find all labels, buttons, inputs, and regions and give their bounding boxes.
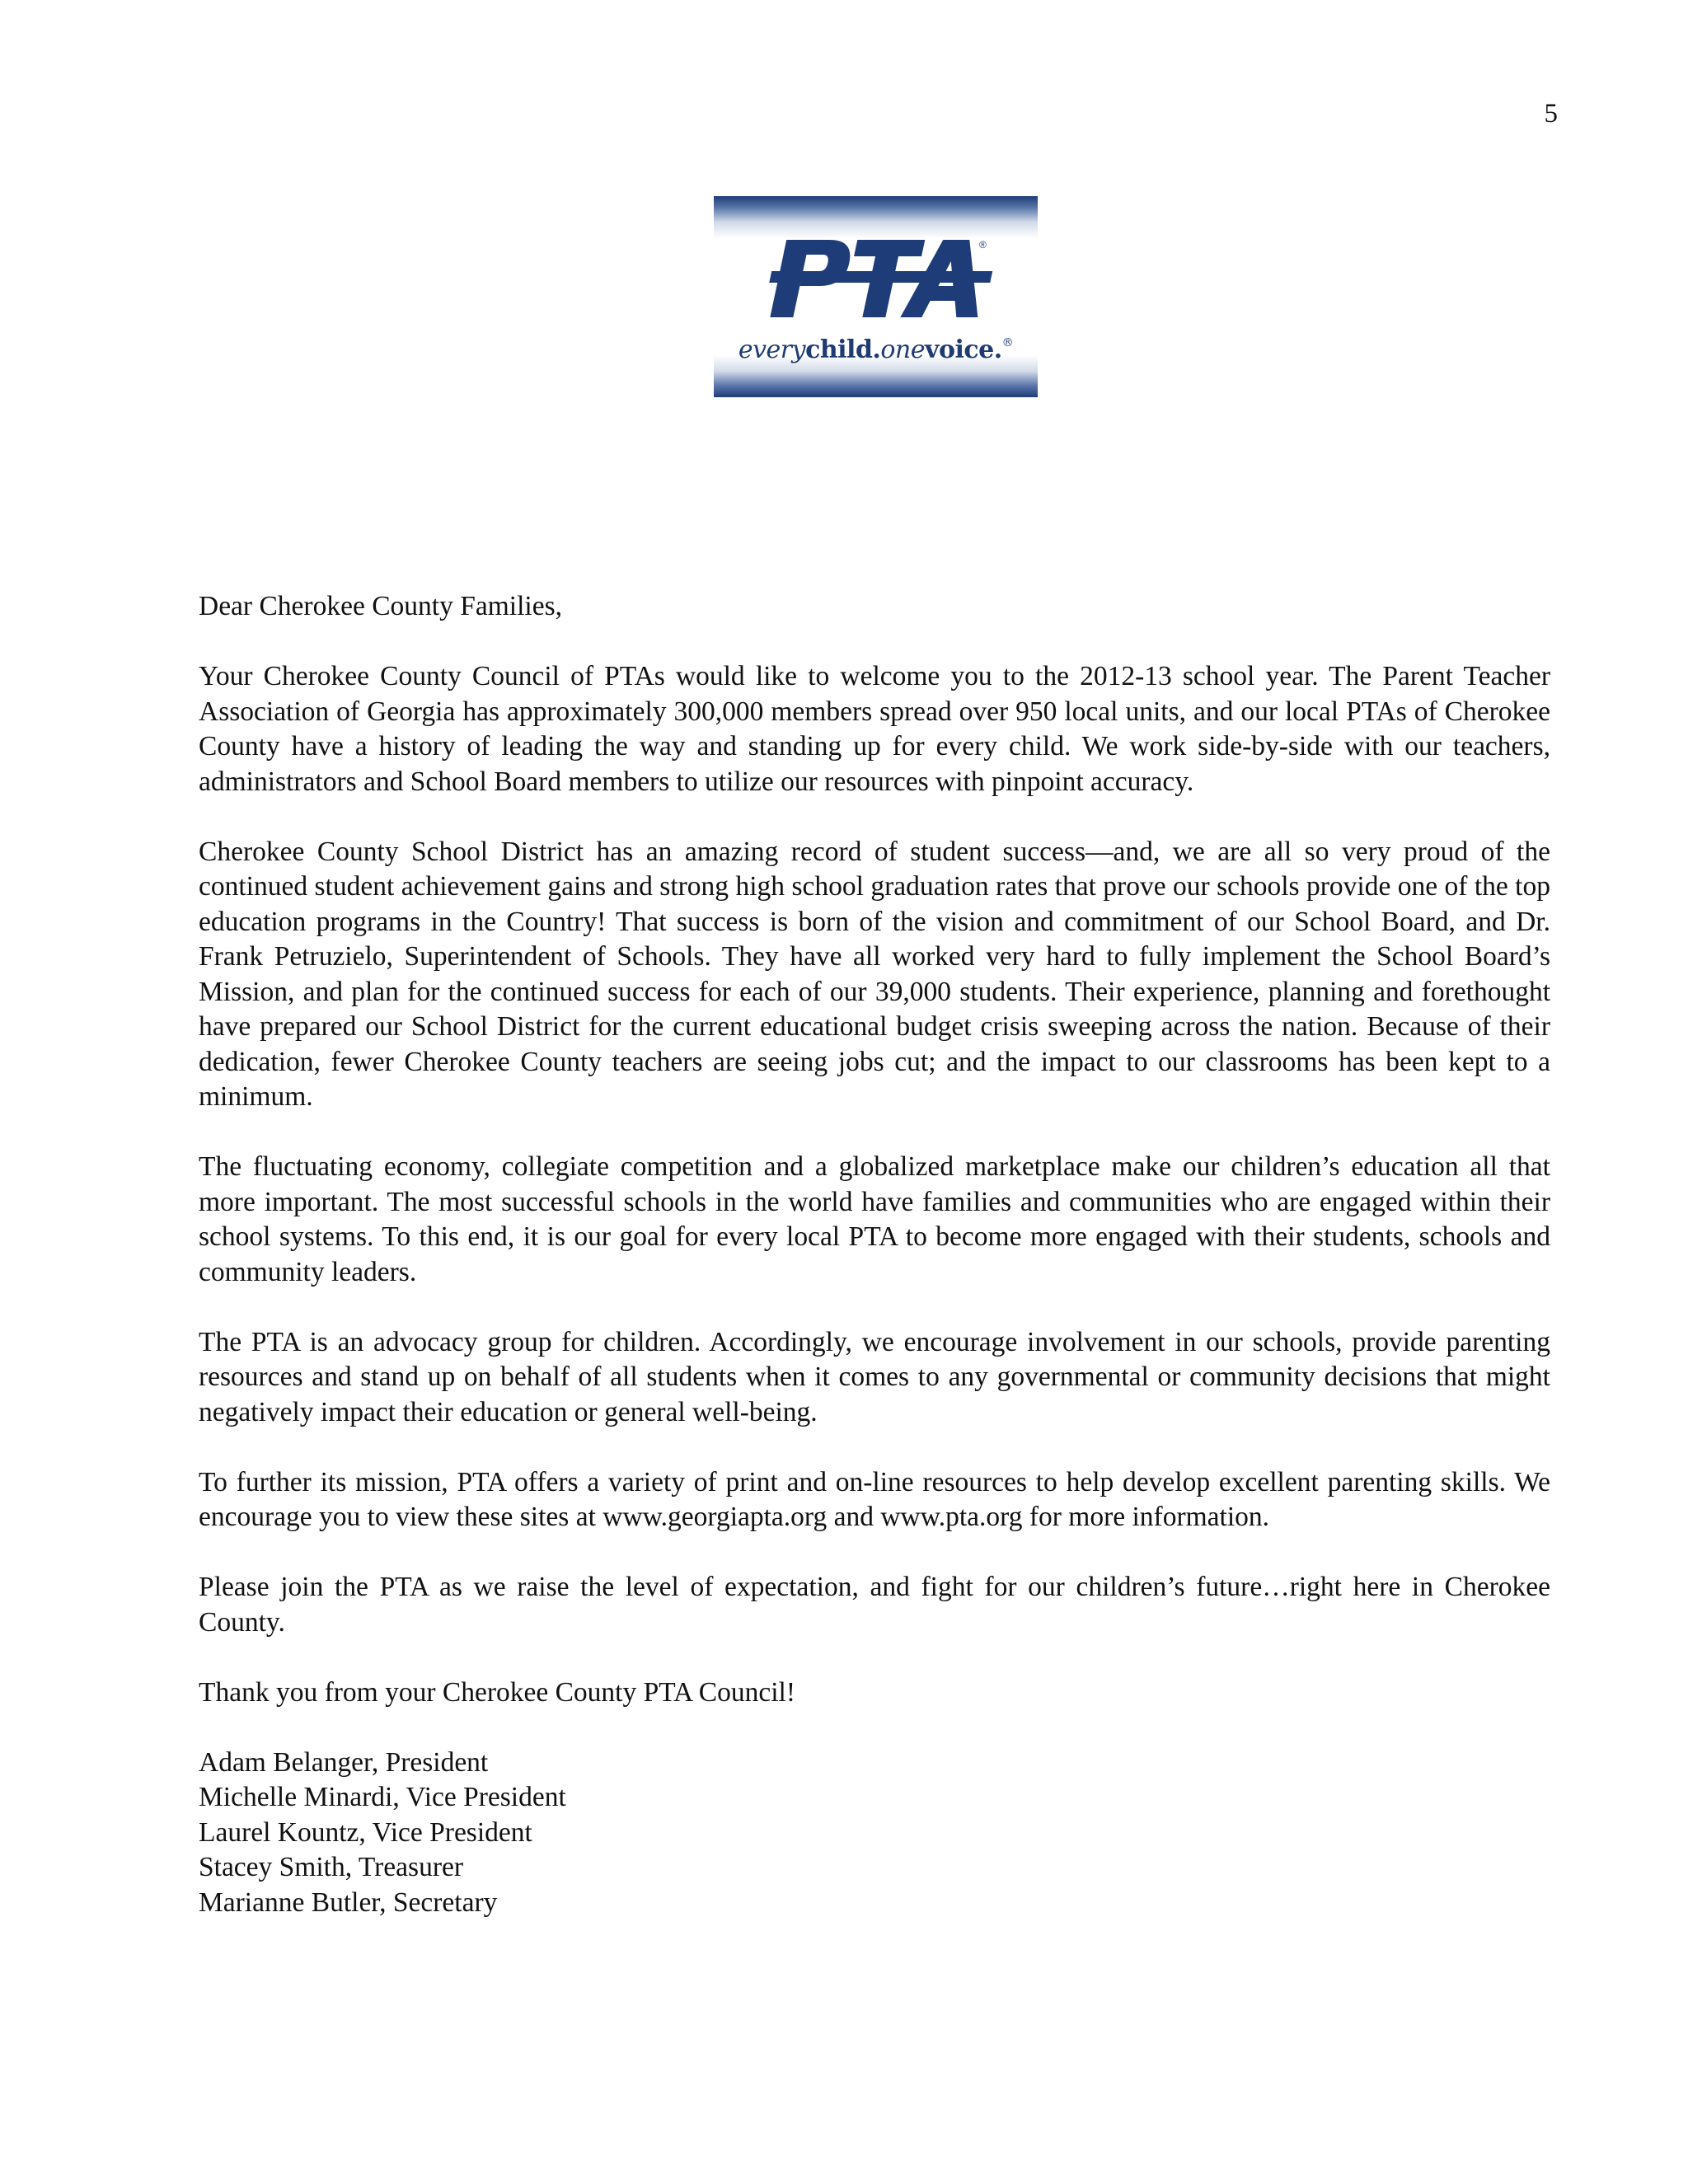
page-number: 5 — [1544, 99, 1558, 129]
tagline-child: child. — [805, 335, 881, 364]
letter-paragraph: Please join the PTA as we raise the level of expectation, and fight for our children’s future…right here in Cherokee County. — [199, 1572, 1550, 1638]
letter-paragraph: To further its mission, PTA offers a variety of print and on-line resources to help develop excellent parenting skills. We encourage you to view these sites at www.georgiapta.org and www.pta.org for more information. — [199, 1466, 1550, 1532]
pta-tagline — [714, 328, 1038, 365]
letter-paragraph: Cherokee County School District has an amazing record of student success—and, we are all so very proud of the continued student achievement gains and strong high school graduation rates that prove our schools provide one of the top education programs in the Country! That success is born of the vision and commitment of our School Board, and Dr. Frank Petruzielo, Superintendent of Schools. They have all worked very hard to fully implement the School Board’s Mission, and plan for the continued success for each of our 39,000 students. Their experience, planning and forethought have prepared our School District for the current educational budget crisis sweeping across the nation. Because of their dedication, fewer Cherokee County teachers are seeing jobs cut; and the impact to our classrooms has been kept to a minimum. — [199, 836, 1550, 1112]
pta-logo — [714, 196, 1038, 397]
pta-wordmark — [763, 233, 994, 324]
letter-paragraph: Your Cherokee County Council of PTAs would like to welcome you to the 2012-13 school year. The Parent Teacher Association of Georgia has approximately 300,000 members spread over 950 local units, and our local PTAs of Cherokee County have a history of leading the way and standing up for every child. We work side-by-side with our teachers, administrators and School Board members to utilize our resources with pinpoint accuracy. — [199, 661, 1550, 797]
tagline-every: every — [738, 335, 806, 364]
letter-paragraph: The fluctuating economy, collegiate competition and a globalized marketplace make our children’s education all that more important. The most successful schools in the world have families and communities who are engaged within their school systems. To this end, it is our goal for every local PTA to become more engaged with their students, schools and community leaders. — [199, 1151, 1550, 1287]
letter-body — [199, 589, 1550, 1920]
signer: Stacey Smith, Treasurer — [199, 1852, 464, 1882]
tagline-registered-mark: ® — [1001, 336, 1014, 349]
signer: Laurel Kountz, Vice President — [199, 1816, 532, 1848]
tagline-one: one — [880, 335, 926, 364]
letter-closing: Thank you from your Cherokee County PTA Council! — [199, 1676, 795, 1708]
signer: Michelle Minardi, Vice President — [199, 1782, 566, 1812]
registered-mark: ® — [979, 239, 987, 251]
signer: Adam Belanger, President — [199, 1746, 489, 1778]
letter-salutation: Dear Cherokee County Families, — [199, 591, 562, 621]
signer: Marianne Butler, Secretary — [199, 1886, 498, 1918]
signers-list — [199, 1746, 1550, 1921]
tagline-voice: voice. — [925, 335, 1002, 364]
letter-paragraph: The PTA is an advocacy group for children. Accordingly, we encourage involvement in our schools, provide parenting resources and stand up on behalf of all students when it comes to any governmental or community decisions that might negatively impact their education or general well-being. — [199, 1326, 1550, 1427]
